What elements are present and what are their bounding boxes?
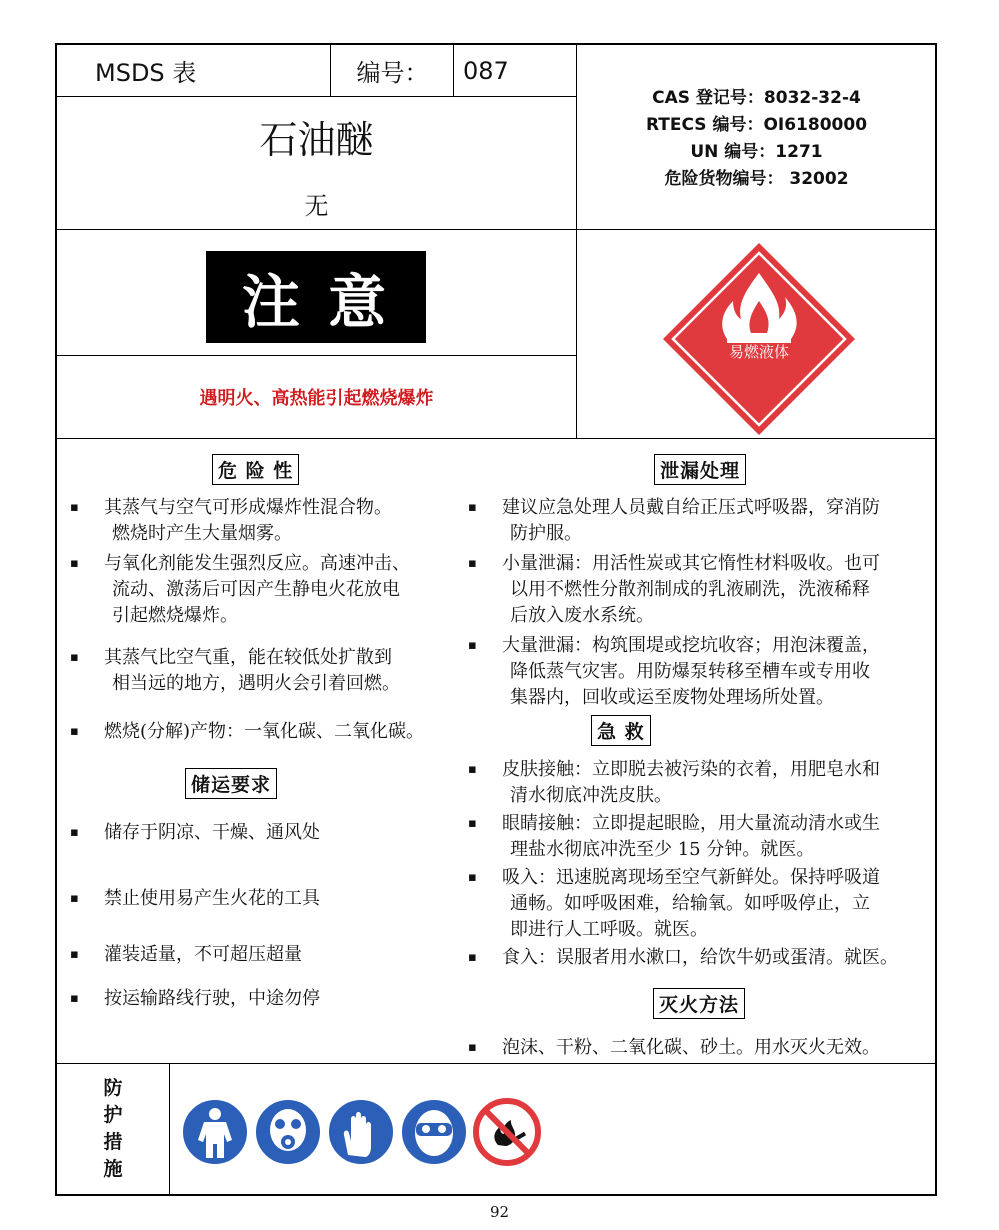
list-item: ▪ 储存于阴凉、干燥、通风处: [60, 820, 565, 846]
divider: [55, 438, 937, 439]
protective-suit-icon: [180, 1097, 250, 1167]
leak-heading: 泄漏处理: [654, 454, 746, 485]
divider: [330, 43, 331, 96]
flammable-liquid-icon: [661, 241, 857, 437]
dangerous-goods-number: 危险货物编号： 32002: [664, 169, 849, 189]
gas-mask-icon: [253, 1097, 323, 1167]
divider: [55, 355, 576, 356]
hazard-statement: 遇明火、高热能引起燃烧爆炸: [199, 388, 434, 409]
no-fire-icon: [472, 1097, 542, 1167]
chemical-alias: 无: [304, 191, 329, 220]
page-number: 92: [489, 1203, 510, 1221]
un-number: UN 编号：1271: [690, 142, 823, 162]
list-item: ▪ 禁止使用易产生火花的工具: [60, 886, 565, 912]
list-item: ▪ 吸入：迅速脱离现场至空气新鲜处。保持呼吸道 通畅。如呼吸困难，给输氧。如呼吸停止，立 即进行人工呼吸。就医。: [458, 865, 933, 943]
divider: [55, 96, 576, 97]
list-item: ▪ 建议应急处理人员戴自给正压式呼吸器，穿消防 防护服。: [458, 495, 933, 547]
list-item: ▪ 燃烧(分解)产物：一氧化碳、二氧化碳。: [60, 719, 565, 745]
list-item: ▪ 皮肤接触：立即脱去被污染的衣着，用肥皂水和 清水彻底冲洗皮肤。: [458, 757, 933, 809]
list-item: ▪ 灌装适量，不可超压超量: [60, 942, 565, 968]
divider: [55, 1063, 937, 1064]
divider: [55, 229, 937, 230]
first-aid-heading: 急 救: [591, 715, 651, 746]
list-item: ▪ 食入：误服者用水漱口，给饮牛奶或蛋清。就医。: [458, 945, 933, 971]
list-item: ▪ 与氧化剂能发生强烈反应。高速冲击、 流动、激荡后可因产生静电火花放电 引起燃烧爆炸。: [60, 551, 565, 629]
list-item: ▪ 大量泄漏：构筑围堤或挖坑收容；用泡沫覆盖， 降低蒸气灾害。用防爆泵转移至槽车或专用收 集器内，回收或运至废物处理场所处置。: [458, 633, 933, 711]
leak-list: [458, 495, 933, 711]
list-item: ▪ 泡沫、干粉、二氧化碳、砂土。用水灭火无效。: [458, 1035, 933, 1061]
identifiers: [578, 85, 935, 193]
divider: [169, 1063, 170, 1196]
number-label: 编号：: [356, 59, 429, 87]
list-item: ▪ 其蒸气比空气重，能在较低处扩散到 相当远的地方，遇明火会引着回燃。: [60, 645, 565, 697]
msds-label: MSDS 表: [95, 59, 197, 87]
chemical-name: 石油醚: [259, 117, 374, 162]
list-item: ▪ 按运输路线行驶，中途勿停: [60, 986, 565, 1012]
fire-list: [458, 1035, 933, 1061]
fire-heading: 灭火方法: [653, 988, 745, 1019]
list-item: ▪ 小量泄漏：用活性炭或其它惰性材料吸收。也可 以用不燃性分散剂制成的乳液刷洗，洗液稀释 后放入废水系统。: [458, 551, 933, 629]
storage-heading: 储运要求: [185, 768, 277, 799]
rtecs-number: RTECS 编号：OI6180000: [645, 115, 868, 135]
list-item: ▪ 其蒸气与空气可形成爆炸性混合物。 燃烧时产生大量烟雾。: [60, 495, 565, 547]
list-item: ▪ 眼睛接触：立即提起眼睑，用大量流动清水或生 理盐水彻底冲洗至少 15 分钟。就医。: [458, 811, 933, 863]
divider: [453, 43, 454, 96]
divider: [576, 43, 577, 439]
number-value: 087: [463, 56, 509, 85]
cas-number: CAS 登记号：8032-32-4: [652, 88, 861, 108]
signal-word: 注 意: [206, 251, 426, 343]
pictogram-label: 易燃液体: [728, 343, 790, 361]
protection-label: 防 护 措 施: [103, 1077, 123, 1180]
hazards-heading: 危 险 性: [212, 454, 299, 485]
first-aid-list: [458, 757, 933, 971]
safety-goggles-icon: [399, 1097, 469, 1167]
protective-gloves-icon: [326, 1097, 396, 1167]
